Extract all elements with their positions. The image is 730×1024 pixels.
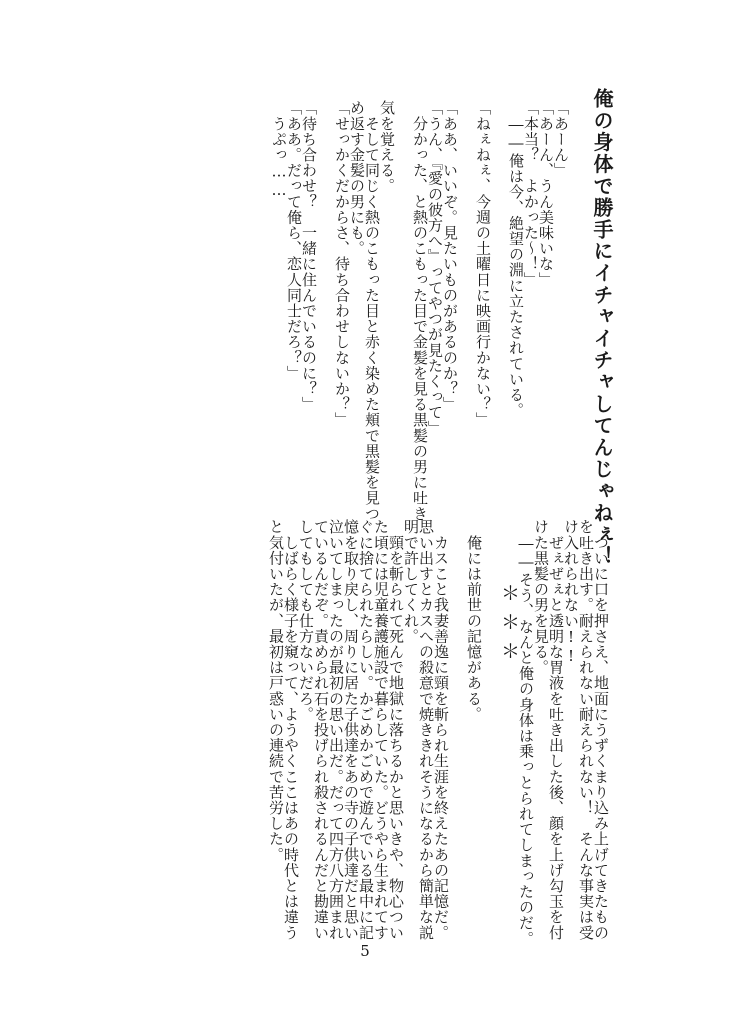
text-column: 気を覚える。	[378, 100, 396, 194]
text-column: 明で許してくれ。	[402, 519, 420, 644]
text-column: そして同じく熱のこもった目と赤く染めた頬で黒髪を見つ	[363, 100, 381, 522]
text-column: ぐに捨てられたらしい。かごめかごめで遊んでいる最中に記	[357, 519, 375, 941]
text-column: 「ああ、いいぞ。見たいものがあるのか？」	[441, 100, 459, 412]
text-column: ついに口を押さえ、地面にうずくまり込み上げてきたもの	[592, 519, 610, 941]
text-column: 「ああ。だって俺ら、恋人同士だろ？」	[285, 100, 303, 381]
text-column: うぷっ……	[270, 100, 288, 200]
text-column: 「うん、『愛の彼方へ』ってやつが見たくって」	[426, 100, 444, 436]
text-column: 頸を斬られて死んで地獄に落ちるかと思いきや、物心つい	[387, 519, 405, 941]
text-column: 「あーん」	[552, 100, 570, 178]
chapter-title: 俺の身体で勝手にイチャイチャしてんじゃねぇ！	[590, 88, 614, 568]
text-column: ――俺は今、絶望の淵に立たされている。	[507, 100, 525, 418]
upper-text-block	[100, 100, 570, 522]
text-column: 分かった、と熱のこもった目で金髪を見る黒髪の男に吐き	[411, 100, 429, 522]
text-column: た頃には児童養護施設で暮らしていた。どうやら生まれてす	[372, 519, 390, 941]
text-column: と気付いたが、最初は戸惑いの連続で苦労した。	[267, 519, 285, 863]
text-column: 俺には前世の記憶がある。	[465, 519, 483, 722]
text-column: ――そう、なんと俺の身体は乗っとられてしまったのだ。	[517, 519, 535, 947]
page-number: 5	[360, 942, 370, 960]
text-column: 「ねぇねぇ、今週の土曜日に映画行かない？」	[474, 100, 492, 428]
text-column: 「待ち合わせ？ 一緒に住んでいるのに？」	[300, 100, 318, 412]
text-column: 思い出すとカスへの殺意で焼ききれそうになるから簡単な説	[417, 519, 435, 941]
text-column: けた黒髪の男を見る。	[532, 519, 550, 675]
text-column: ぜぇぜぇと透明な胃液を吐き出した後、顔を上げ勾玉を付	[547, 519, 565, 941]
text-column: 「本当？ よかった～！」	[522, 100, 540, 288]
text-column: ているんだぞ。責められ石を投げられ殺されるんだと勘違い	[312, 519, 330, 941]
text-column: め返す金髪の男にも。	[348, 100, 366, 256]
text-column: カスこと我妻善逸に頸を斬られ生涯を終えたあの記憶だ。	[432, 519, 450, 941]
text-column: してもしても仕方ないだろ。	[297, 519, 315, 722]
text-column: け入れられない!!	[562, 519, 580, 666]
text-column: 泣いてしまったのが最初の思い出だ。だって四方八方囲まれ	[327, 519, 345, 941]
text-column: しばらく様子を窺って、ようやくここはあの時代とは違う	[282, 519, 300, 941]
text-column: 憶を取り戻し、周りに居た子供達をあの寺の子供達だと思い	[342, 519, 360, 941]
lower-text-block	[98, 519, 610, 947]
text-column: を吐き出す。耐えられない耐えられない！ そんな事実は受	[577, 519, 595, 941]
text-column: 「あーん、うん美味いな」	[537, 100, 555, 288]
text-column: 「せっかくだからさ、待ち合わせしないか？」	[333, 100, 351, 428]
section-break-asterisks: ＊＊＊	[498, 583, 520, 670]
